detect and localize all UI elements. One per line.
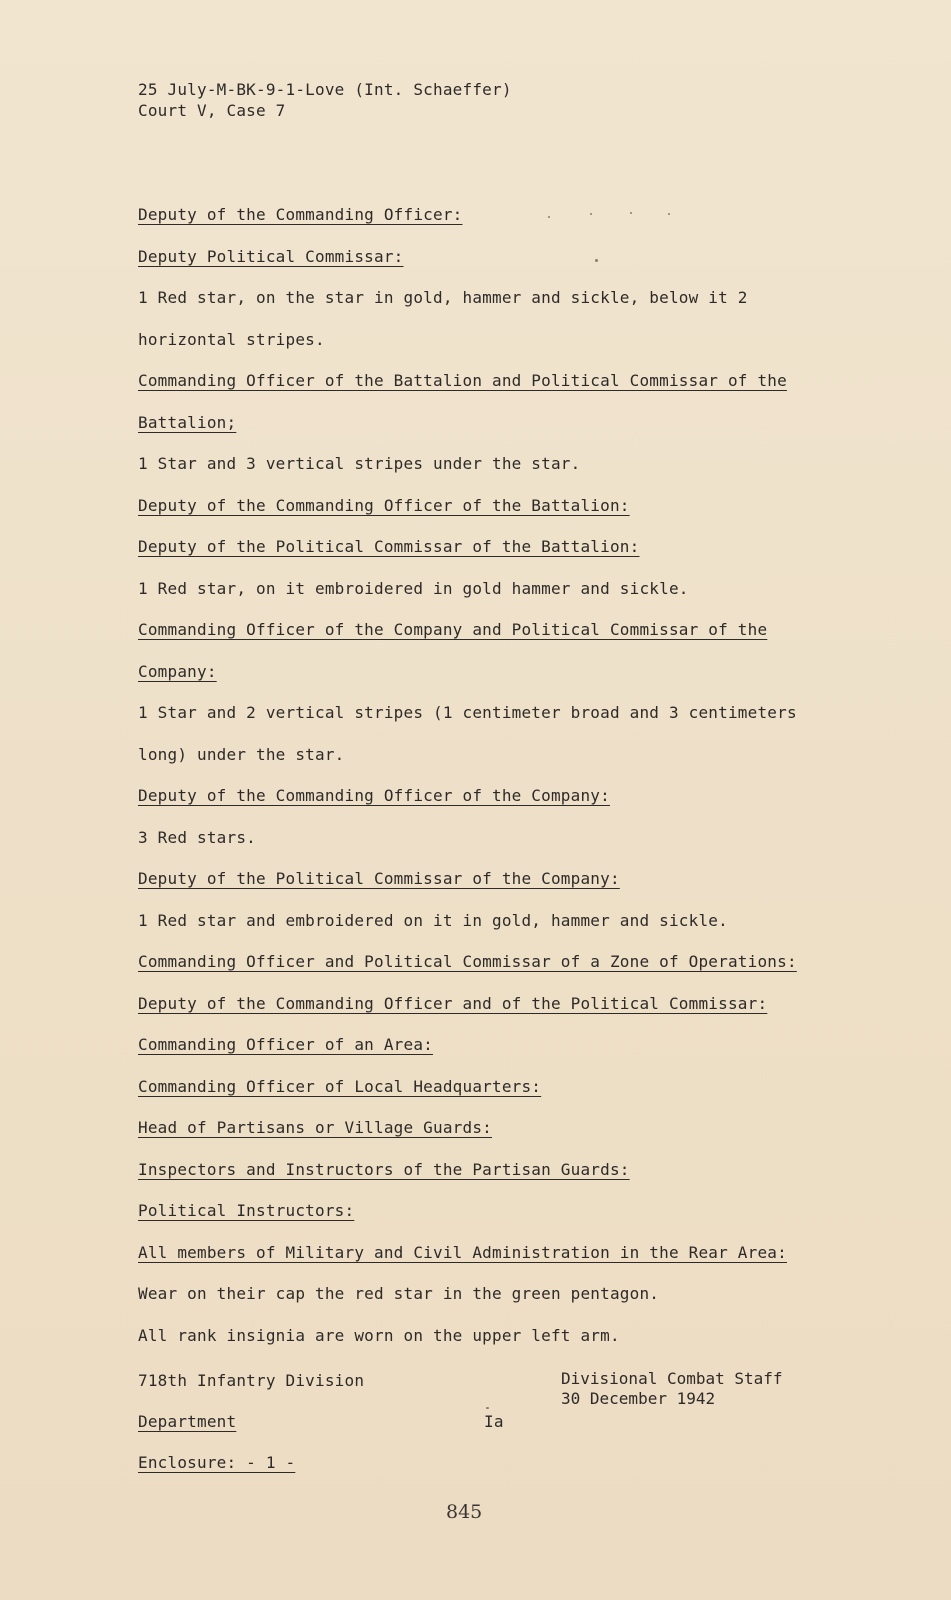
body-line: All members of Military and Civil Administration in the Rear Area: [138, 1243, 787, 1262]
court-case-reference: Court V, Case 7 [138, 101, 286, 120]
body-line: 1 Red star and embroidered on it in gold, hammer and sickle. [138, 911, 728, 930]
body-line: 1 Star and 3 vertical stripes under the star. [138, 454, 581, 473]
body-line: horizontal stripes. [138, 330, 325, 349]
body-line: 1 Red star, on the star in gold, hammer and sickle, below it 2 [138, 288, 748, 307]
body-line: Commanding Officer of an Area: [138, 1035, 433, 1054]
body-line: Deputy of the Commanding Officer: [138, 205, 463, 224]
body-line: Deputy Political Commissar: [138, 247, 404, 266]
body-line: Inspectors and Instructors of the Partisan Guards: [138, 1160, 630, 1179]
paper-speck [486, 1407, 489, 1409]
body-line: Company: [138, 662, 217, 681]
division-name: 718th Infantry Division [138, 1371, 365, 1390]
body-line: Commanding Officer and Political Commissar of a Zone of Operations: [138, 952, 797, 971]
paper-speck [548, 216, 550, 218]
enclosure-text: Enclosure: - 1 - [138, 1453, 296, 1472]
body-line: All rank insignia are worn on the upper left arm. [138, 1326, 620, 1345]
body-line: Deputy of the Commanding Officer of the Battalion: [138, 496, 630, 515]
document-date: 30 December 1942 [561, 1389, 716, 1408]
body-line: Deputy of the Commanding Officer and of the Political Commissar: [138, 994, 768, 1013]
enclosure-note [138, 1453, 295, 1473]
body-line: Commanding Officer of the Company and Political Commissar of the [138, 620, 768, 639]
body-line: Deputy of the Political Commissar of the Battalion: [138, 537, 640, 556]
signature-block [561, 1369, 783, 1409]
body-line: Deputy of the Commanding Officer of the Company: [138, 786, 610, 805]
body-line: Battalion; [138, 413, 237, 432]
department-value: Ia [484, 1412, 504, 1431]
department-line [138, 1412, 504, 1432]
paper-speck [630, 212, 632, 214]
body-line: Commanding Officer of the Battalion and Political Commissar of the [138, 371, 787, 390]
body-line: 1 Star and 2 vertical stripes (1 centimeter broad and 3 centimeters [138, 703, 797, 722]
department-label: Department [138, 1412, 237, 1431]
body-line: 3 Red stars. [138, 828, 256, 847]
body-line: Head of Partisans or Village Guards: [138, 1118, 492, 1137]
body-line: Commanding Officer of Local Headquarters: [138, 1077, 542, 1096]
body-line: Wear on their cap the red star in the green pentagon. [138, 1284, 660, 1303]
paper-speck [668, 213, 670, 215]
file-reference: 25 July-M-BK-9-1-Love (Int. Schaeffer) [138, 80, 512, 99]
body-line: Deputy of the Political Commissar of the Company: [138, 869, 620, 888]
body-line: long) under the star. [138, 745, 345, 764]
body-line: 1 Red star, on it embroidered in gold hammer and sickle. [138, 579, 689, 598]
combat-staff: Divisional Combat Staff [561, 1369, 783, 1388]
paper-speck [590, 213, 592, 215]
page-number: 845 [446, 1501, 483, 1523]
paper-speck [595, 259, 598, 262]
body-line: Political Instructors: [138, 1201, 355, 1220]
